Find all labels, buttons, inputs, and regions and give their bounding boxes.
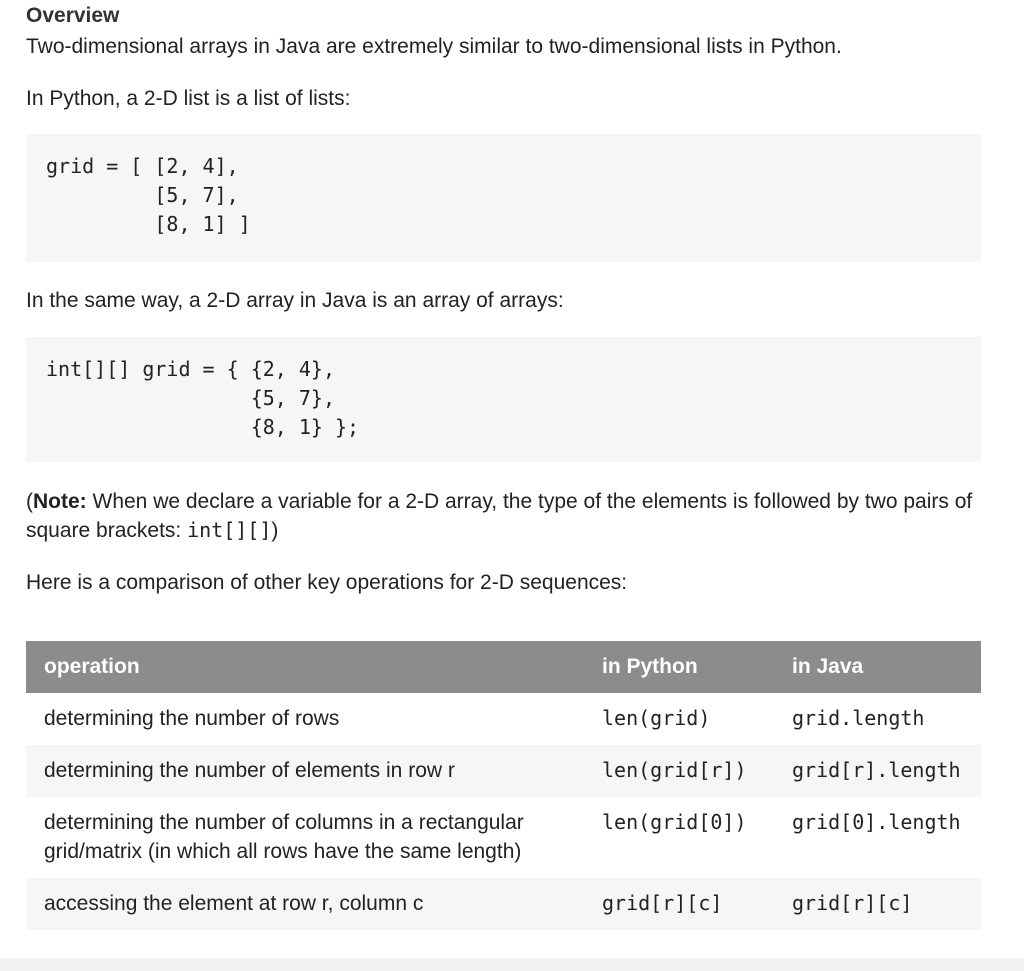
note-code: int[][] <box>187 518 272 542</box>
row-operation: determining the number of elements in row r <box>26 745 584 797</box>
row-java: grid[0].length <box>792 810 961 834</box>
table-row <box>26 745 981 797</box>
row-operation: accessing the element at row r, column c <box>26 878 584 930</box>
operations-table <box>26 641 981 930</box>
table-row <box>26 797 981 878</box>
row-operation: determining the number of rows <box>44 707 340 730</box>
table-row <box>26 693 981 745</box>
table-header-row <box>26 641 981 693</box>
intro-paragraph: Two-dimensional arrays in Java are extremely similar to two-dimensional lists in Python. <box>26 35 842 58</box>
bottom-edge <box>0 958 1024 971</box>
page-title: Overview <box>26 4 120 27</box>
header-python: in Python <box>584 641 770 693</box>
row-java: grid[r][c] <box>770 878 981 930</box>
python-intro-paragraph: In Python, a 2-D list is a list of lists: <box>26 87 351 110</box>
note-close-paren: ) <box>271 519 279 542</box>
header-java: in Java <box>770 641 981 693</box>
row-python: len(grid[0]) <box>602 810 747 834</box>
header-operation: operation <box>26 641 584 693</box>
row-python: grid[r][c] <box>584 878 770 930</box>
note-label: Note: <box>33 490 87 513</box>
comparison-intro-paragraph: Here is a comparison of other key operations for 2-D sequences: <box>26 571 628 594</box>
note-text: When we declare a variable for a 2-D array, the type of the elements is followed by two pairs of square brackets: <box>26 490 973 542</box>
python-code-block: grid = [ [2, 4], [5, 7], [8, 1] ] <box>26 134 981 262</box>
java-code-block: int[][] grid = { {2, 4}, {5, 7}, {8, 1} }; <box>26 337 981 462</box>
row-python: len(grid[r]) <box>584 745 770 797</box>
row-python: len(grid) <box>602 706 711 730</box>
row-operation: determining the number of columns in a rectangular grid/matrix (in which all rows have the same length) <box>44 811 524 863</box>
table-row <box>26 878 981 930</box>
note-paragraph <box>26 487 976 545</box>
note-open-paren: ( <box>26 490 33 513</box>
row-java: grid.length <box>792 706 925 730</box>
row-java: grid[r].length <box>770 745 981 797</box>
java-intro-paragraph: In the same way, a 2-D array in Java is an array of arrays: <box>26 289 564 312</box>
